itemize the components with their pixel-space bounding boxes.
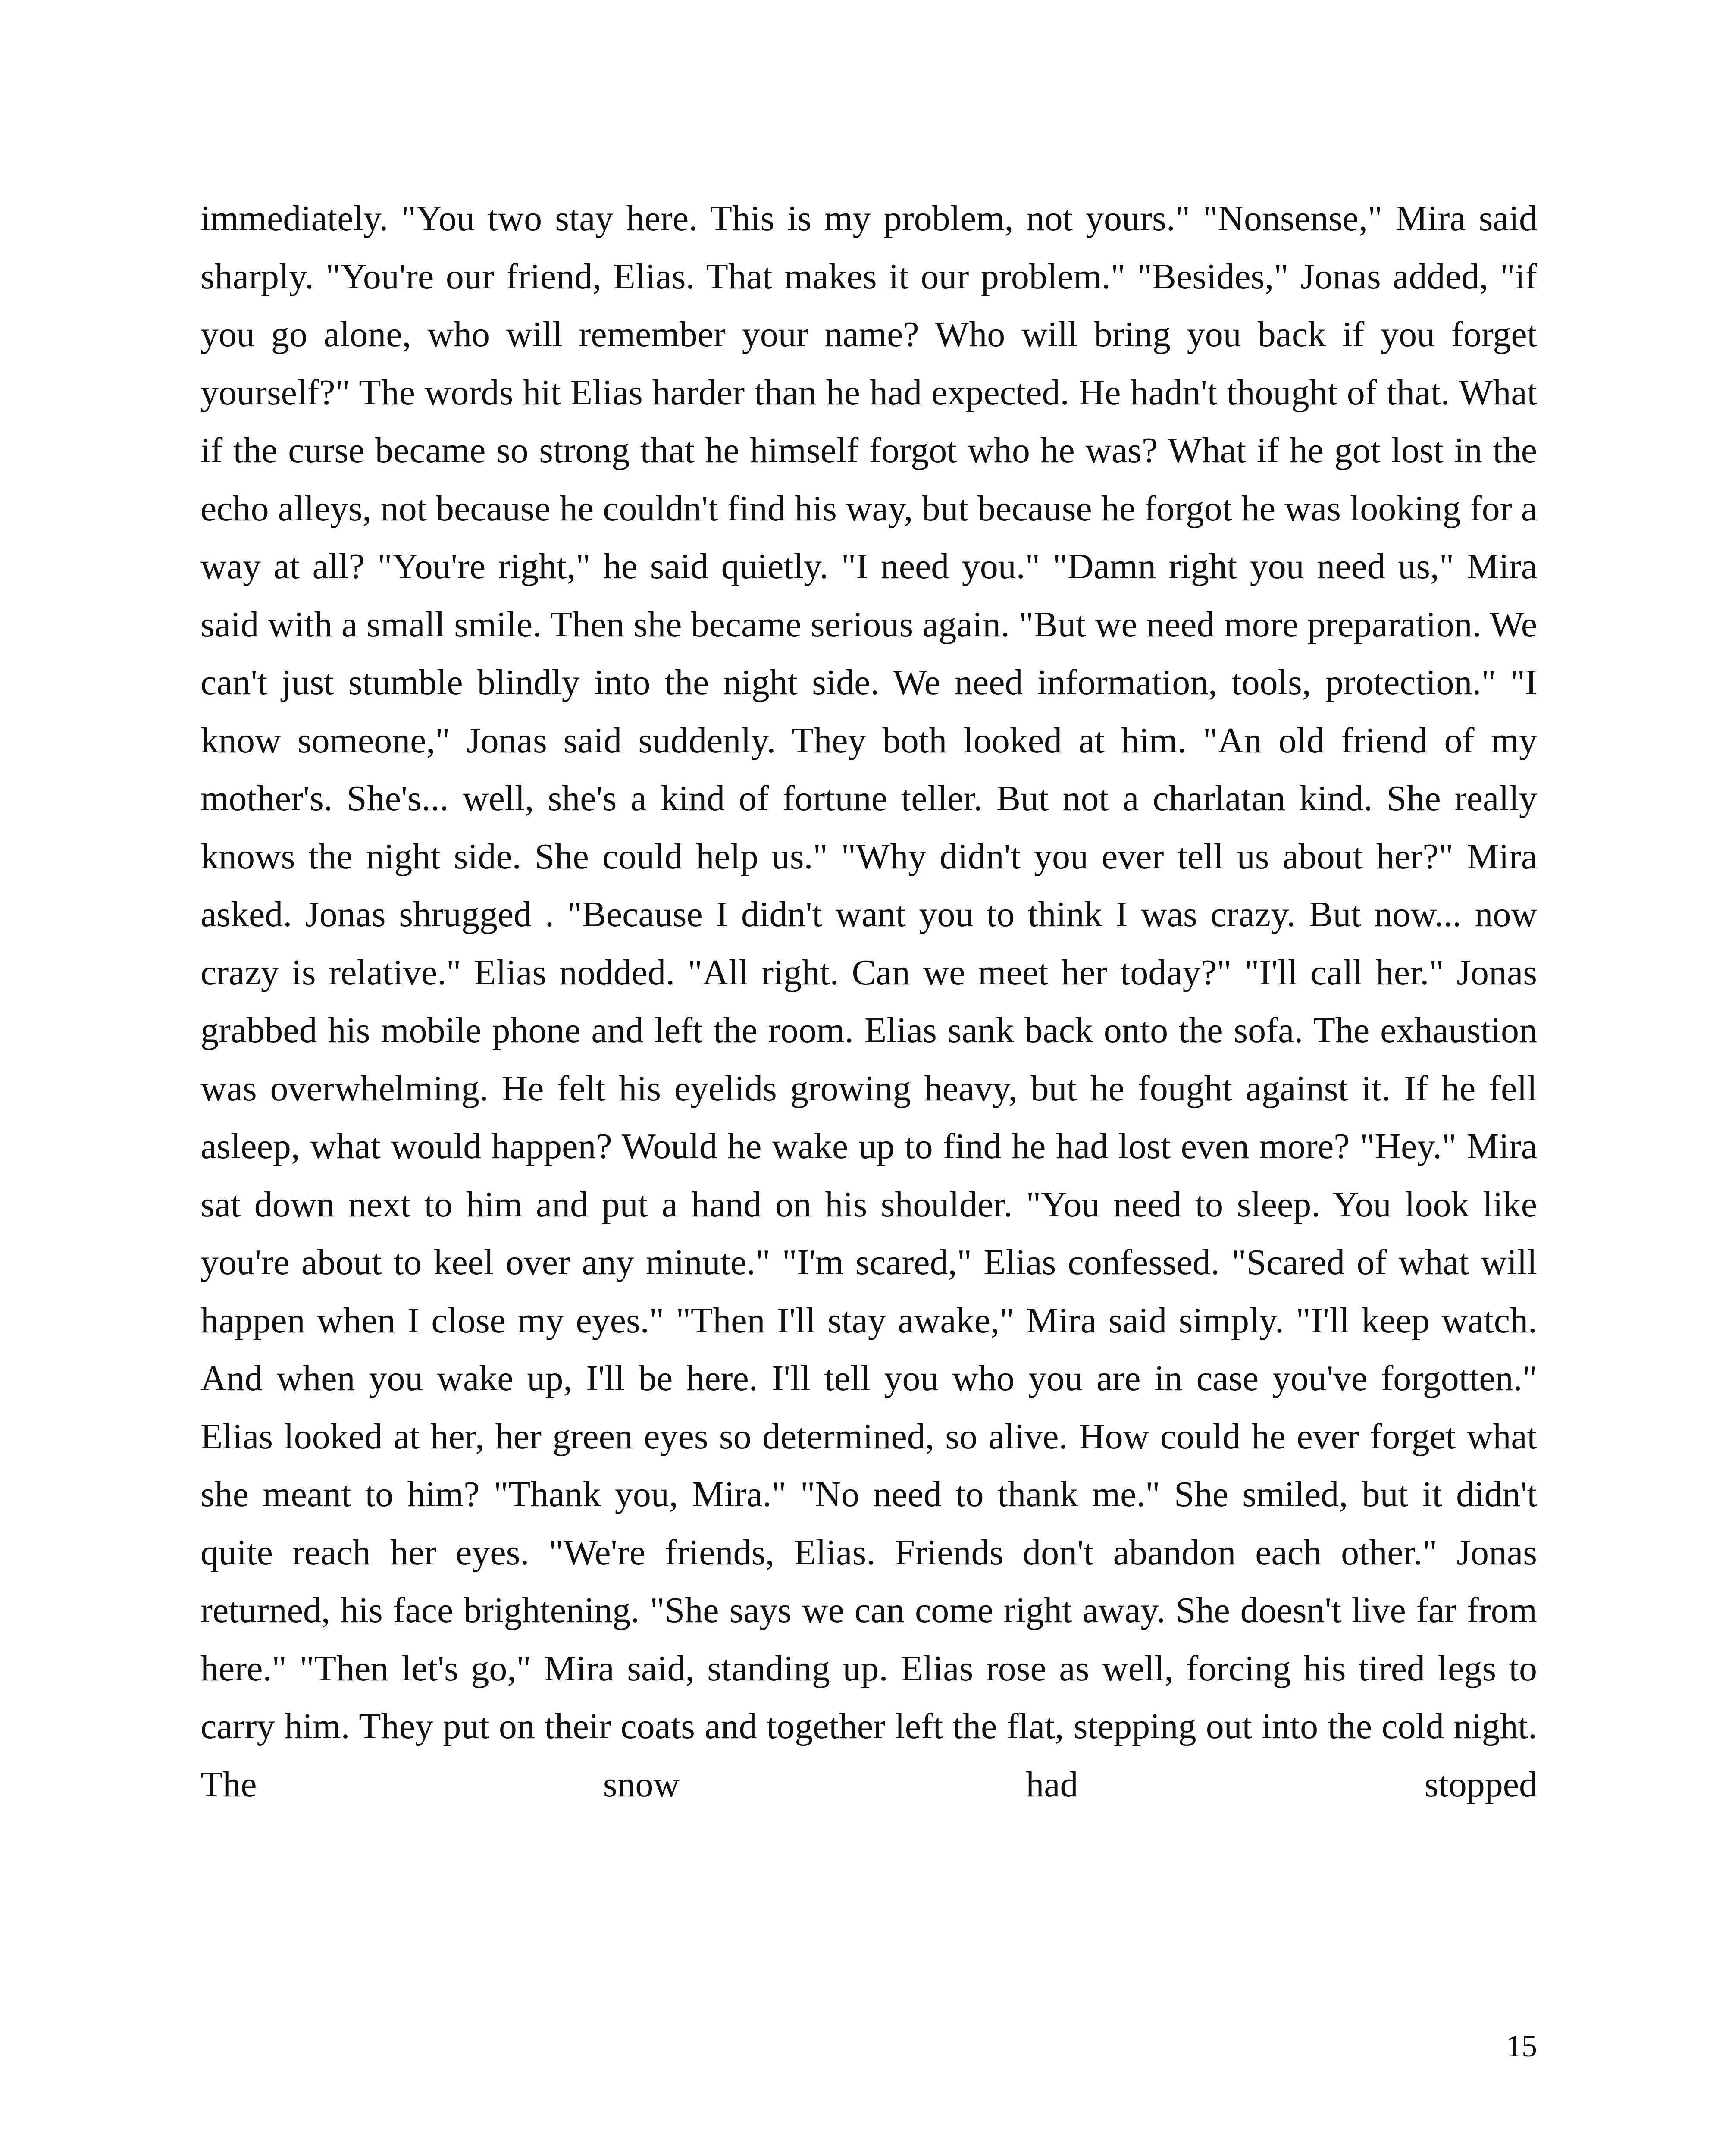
body-paragraph: immediately. "You two stay here. This is my problem, not yours." "Nonsense," Mira said sharply. "You're our friend, Elias. That makes it our problem." "Besides," Jonas added, "if you go alone, who will remember your name? Who will bring you back if you forget yourself?" The words hit Elias harder than he had expected. He hadn't thought of that. What if the curse became so strong that he himself forgot who he was? What if he got lost in the echo alleys, not because he couldn't find his way, but because he forgot he was looking for a way at all? "You're right," he said quietly. "I need you." "Damn right you need us," Mira said with a small smile. Then she became serious again. "But we need more preparation. We can't just stumble blindly into the night side. We need information, tools, protection." "I know someone," Jonas said suddenly. They both looked at him. "An old friend of my mother's. She's... well, she's a kind of fortune teller. But not a charlatan kind. She really knows the night side. She could help us." "Why didn't you ever tell us about her?" Mira asked. Jonas shrugged . "Because I didn't want you to think I was crazy. But now... now crazy is relative." Elias nodded. "All right. Can we meet her today?" "I'll call her." Jonas grabbed his mobile phone and left the room. Elias sank back onto the sofa. The exhaustion was overwhelming. He felt his eyelids growing heavy, but he fought against it. If he fell asleep, what would happen? Would he wake up to find he had lost even more? "Hey." Mira sat down next to him and put a hand on his shoulder. "You need to sleep. You look like you're about to keel over any minute." "I'm scared," Elias confessed. "Scared of what will happen when I close my eyes." "Then I'll stay awake," Mira said simply. "I'll keep watch. And when you wake up, I'll be here. I'll tell you who you are in case you've forgotten." Elias looked at her, her green eyes so determined, so alive. How could he ever forget what she meant to him? "Thank you, Mira." "No need to thank me." She smiled, but it didn't quite reach her eyes. "We're friends, Elias. Friends don't abandon each other." Jonas returned, his face brightening. "She says we can come right away. She doesn't live far from here." "Then let's go," Mira said, standing up. Elias rose as well, forcing his tired legs to carry him. They put on their coats and together left the flat, stepping out into the cold night. The snow had stopped [200,198,1537,1805]
page-number: 15 [1506,2029,1537,2063]
